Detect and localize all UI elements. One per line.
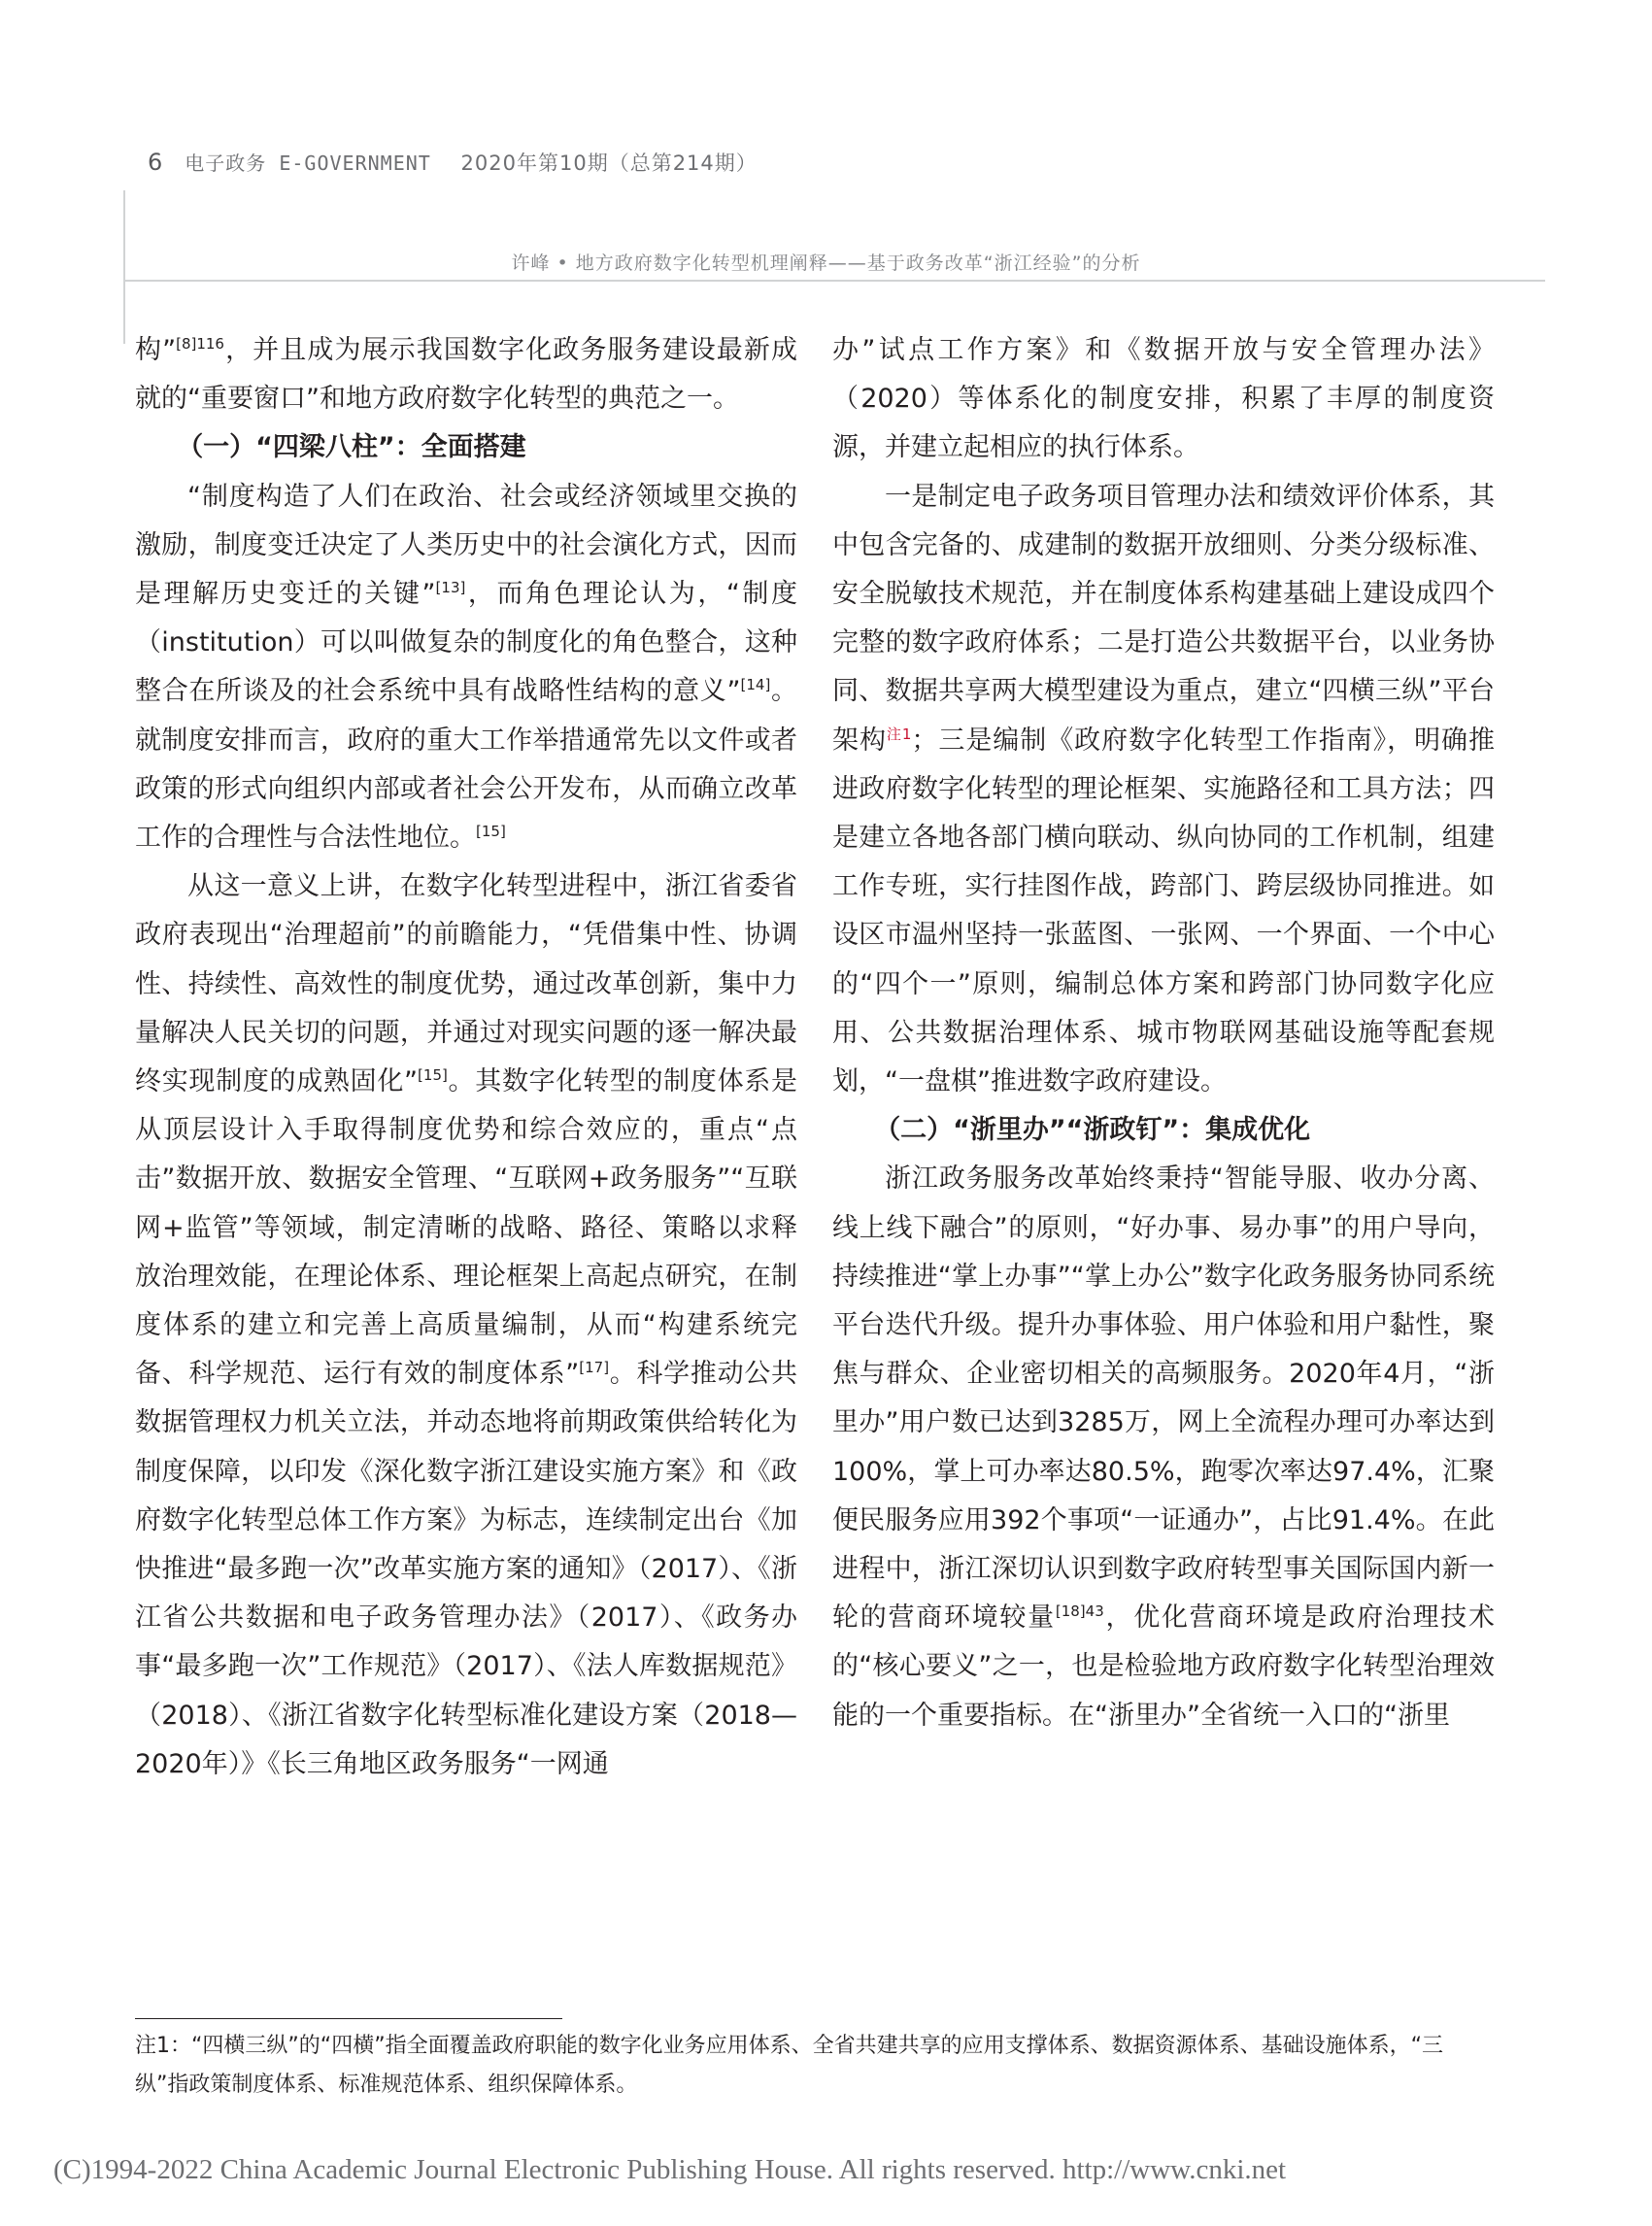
footnote: 注1：“四横三纵”的“四横”指全面覆盖政府职能的数字化业务应用体系、全省共建共享的应用支撑体系、数据资源体系、基础设施体系，“三纵”指政策制度体系、标准规范体系、组织保障体系。	[135, 2034, 1443, 2097]
paragraph: 浙江政务服务改革始终秉持“智能导服、收办分离、线上线下融合”的原则，“好办事、易办事”的用户导向，持续推进“掌上办事”“掌上办公”数字化政务服务协同系统平台迭代升级。提升办事体验、用户体验和用户黏性，聚焦与群众、企业密切相关的高频服务。2020年4月，“浙里办”用户数已达到3285万，网上全流程办理可办率达到100%，掌上可办率达80.5%，跑零次率达97.4%，汇聚便民服务应用392个事项“一证通办”，占比91.4%。在此进程中，浙江深切认识到数字政府转型事关国际国内新一轮的营商环境较量$^{[18]43}$，优化营商环境是政府治理技术的“核心要义”之一，也是检验地方政府数字化转型治理效能的一个重要指标。在“浙里办”全省统一入口的“浙里	[832, 1164, 1496, 1731]
issue-info: 2020年第10期（总第214期）	[460, 152, 758, 175]
footnote-rule	[135, 2018, 562, 2019]
journal-header	[148, 148, 758, 183]
citation: [14]	[740, 676, 771, 694]
copyright-notice: (C)1994-2022 China Academic Journal Electronic Publishing House. All rights reserved. http://www.cnki.net	[53, 2154, 1287, 2185]
paragraph: 从这一意义上讲，在数字化转型进程中，浙江省委省政府表现出“治理超前”的前瞻能力，“凭借集中性、协调性、持续性、高效性的制度优势，通过改革创新，集中力量解决人民关切的问题，并通过对现实问题的逐一解决最终实现制度的成熟固化”[15]。其数字化转型的制度体系是从顶层设计入手取得制度优势和综合效应的，重点“点击”数据开放、数据安全管理、“互联网+政务服务”“互联网+监管”等领域，制定清晰的战略、路径、策略以求释放治理效能，在理论体系、理论框架上高起点研究，在制度体系的建立和完善上高质量编制，从而“构建系统完备、科学规范、运行有效的制度体系”[17]。科学推动公共数据管理权力机关立法，并动态地将前期政策供给转化为制度保障，以印发《深化数字浙江建设实施方案》和《政府数字化转型总体工作方案》为标志，连续制定出台《加快推进“最多跑一次”改革实施方案的通知》（2017）、《浙江省公共数据和电子政务管理办法》（2017）、《政务办事“最多跑一次”工作规范》（2017）、《法人库数据规范》（2018）、《浙江省数字化转型标准化建设方案（2018—2020年）》《长三角地区政务服务“一网通	[135, 871, 798, 1779]
paragraph: 办”试点工作方案》和《数据开放与安全管理办法》（2020）等体系化的制度安排，积累了丰厚的制度资源，并建立起相应的执行体系。	[832, 335, 1495, 463]
section-heading: （二）“浙里办”“浙政钉”：集成优化	[874, 1115, 1311, 1146]
journal-name: 电子政务 E-GOVERNMENT	[185, 152, 431, 175]
paragraph: 一是制定电子政务项目管理办法和绩效评价体系，其中包含完备的、成建制的数据开放细则、分类分级标准、安全脱敏技术规范，并在制度体系构建基础上建设成四个完整的数字政府体系；二是打造公共数据平台，以业务协同、数据共享两大模型建设为重点，建立“四横三纵”平台架构$^{注1}$；三是编制《政府数字化转型工作指南》，明确推进政府数字化转型的理论框架、实施路径和工具方法；四是建立各地各部门横向联动、纵向协同的工作机制，组建工作专班，实行挂图作战，跨部门、跨层级协同推进。如设区市温州坚持一张蓝图、一张网、一个界面、一个中心的“四个一”原则，编制总体方案和跨部门协同数字化应用、公共数据治理体系、城市物联网基础设施等配套规划，“一盘棋”推进数字政府建设。	[832, 481, 1496, 1097]
citation: [8]116	[176, 335, 224, 353]
running-title: 许峰 • 地方政府数字化转型机理阐释——基于政务改革“浙江经验”的分析	[511, 253, 1141, 274]
footnote-marker[interactable]: 注1	[886, 725, 912, 743]
header-horizontal-rule	[123, 280, 1545, 282]
right-column	[832, 326, 1495, 1740]
citation: [15]	[476, 823, 506, 841]
left-column	[135, 326, 797, 1789]
citation: [13]	[435, 579, 466, 597]
section-heading: （一）“四梁八柱”：全面搭建	[177, 432, 526, 463]
citation: [18]43	[1055, 1602, 1104, 1621]
citation: [17]	[579, 1359, 610, 1377]
paragraph: “制度构造了人们在政治、社会或经济领域里交换的激励，制度变迁决定了人类历史中的社会演化方式，因而是理解历史变迁的关键”[13]，而角色理论认为，“制度（institution）可以叫做复杂的制度化的角色整合，这种整合在所谈及的社会系统中具有战略性结构的意义”[14]。就制度安排而言，政府的重大工作举措通常先以文件或者政策的形式向组织内部或者社会公开发布，从而确立改革工作的合理性与合法性地位。[15]	[135, 481, 798, 854]
paragraph: 构”$^{[8]116}$，并且成为展示我国数字化政务服务建设最新成就的“重要窗口”和地方政府数字化转型的典范之一。	[135, 335, 797, 415]
page-number: 6	[148, 149, 164, 176]
citation: [15]	[418, 1066, 448, 1085]
